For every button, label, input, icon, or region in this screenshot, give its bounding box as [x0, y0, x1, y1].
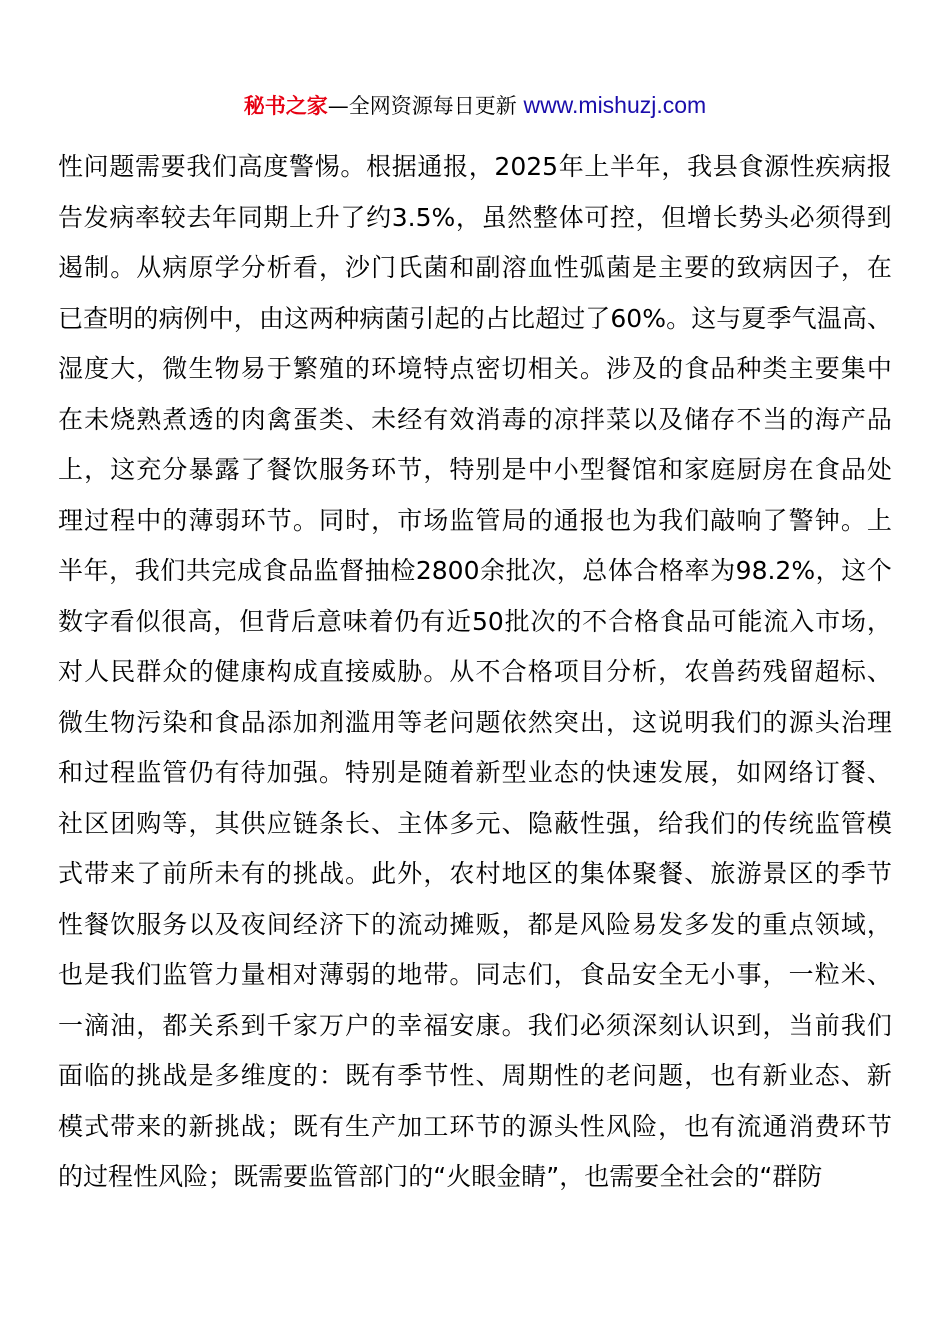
brand-name: 秘书之家	[243, 94, 328, 118]
text-line: 面 临 的 挑 战 是 多 维 度 的 ： 既 有 季 节 性 、 周 期 性 的 老 问 题 ， 也 有 新 业 态 、 新	[58, 1061, 892, 1090]
text-line: 告 发 病 率 较 去 年 同 期 上 升 了 约 3.5% ， 虽 然 整 体 可 控 ， 但 增 长 势 头 必 须 得 到	[58, 202, 892, 232]
text-line: 理 过 程 中 的 薄 弱 环 节 。 同 时 ， 市 场 监 管 局 的 通 报 也 为 我 们 敲 响 了 警 钟 。 上	[58, 505, 892, 535]
text-line: 已 查 明 的 病 例 中 ， 由 这 两 种 病 菌 引 起 的 占 比 超 过 了 60% 。 这 与 夏 季 气 温 高 、	[58, 303, 892, 333]
text-line: 的 过 程 性 风 险 ； 既 需 要 监 管 部 门 的 “ 火 眼 金 睛 ” ， 也 需 要 全 社 会 的 “ 群 防	[58, 1162, 823, 1191]
text-line: 一 滴 油 ， 都 关 系 到 千 家 万 户 的 幸 福 安 康 。 我 们 必 须 深 刻 认 识 到 ， 当 前 我 们	[58, 1010, 892, 1040]
text-line: 微 生 物 污 染 和 食 品 添 加 剂 滥 用 等 老 问 题 依 然 突 出 ， 这 说 明 我 们 的 源 头 治 理	[58, 707, 892, 737]
text-line: 式 带 来 了 前 所 未 有 的 挑 战 。 此 外 ， 农 村 地 区 的 集 体 聚 餐 、 旅 游 景 区 的 季 节	[58, 859, 892, 888]
text-line: 对 人 民 群 众 的 健 康 构 成 直 接 威 胁 。 从 不 合 格 项 目 分 析 ， 农 兽 药 残 留 超 标 、	[58, 657, 892, 686]
text-line: 遏 制 。 从 病 原 学 分 析 看 ， 沙 门 氏 菌 和 副 溶 血 性 弧 菌 是 主 要 的 致 病 因 子 ， 在	[58, 253, 892, 282]
text-line: 模 式 带 来 的 新 挑 战 ； 既 有 生 产 加 工 环 节 的 源 头 性 风 险 ， 也 有 流 通 消 费 环 节	[58, 1111, 892, 1141]
page-header	[0, 88, 950, 123]
text-line: 上 ， 这 充 分 暴 露 了 餐 饮 服 务 环 节 ， 特 别 是 中 小 型 餐 馆 和 家 庭 厨 房 在 食 品 处	[58, 455, 892, 484]
text-line: 在 未 烧 熟 煮 透 的 肉 禽 蛋 类 、 未 经 有 效 消 毒 的 凉 拌 菜 以 及 储 存 不 当 的 海 产 品	[58, 404, 892, 434]
header-slogan: —全网资源每日更新	[327, 94, 517, 118]
text-line: 湿 度 大 ， 微 生 物 易 于 繁 殖 的 环 境 特 点 密 切 相 关 。 涉 及 的 食 品 种 类 主 要 集 中	[58, 354, 892, 383]
text-line: 和 过 程 监 管 仍 有 待 加 强 。 特 别 是 随 着 新 型 业 态 的 快 速 发 展 ， 如 网 络 订 餐 、	[58, 758, 892, 787]
text-line: 社 区 团 购 等 ， 其 供 应 链 条 长 、 主 体 多 元 、 隐 蔽 性 强 ， 给 我 们 的 传 统 监 管 模	[58, 808, 892, 838]
text-line: 性 问 题 需 要 我 们 高 度 警 惕 。 根 据 通 报 ， 2025 年 上 半 年 ， 我 县 食 源 性 疾 病 报	[58, 152, 892, 181]
text-line: 半 年 ， 我 们 共 完 成 食 品 监 督 抽 检 2800 余 批 次 ， 总 体 合 格 率 为 98.2% ， 这 个	[58, 556, 892, 585]
text-line: 数 字 看 似 很 高 ， 但 背 后 意 味 着 仍 有 近 50 批 次 的 不 合 格 食 品 可 能 流 入 市 场 ，	[58, 606, 892, 636]
document-body	[58, 147, 892, 1208]
text-line: 性 餐 饮 服 务 以 及 夜 间 经 济 下 的 流 动 摊 贩 ， 都 是 风 险 易 发 多 发 的 重 点 领 域 ，	[58, 909, 892, 939]
text-line: 也 是 我 们 监 管 力 量 相 对 薄 弱 的 地 带 。 同 志 们 ， 食 品 安 全 无 小 事 ， 一 粒 米 、	[58, 960, 892, 989]
site-url[interactable]: www.mishuzj.com	[523, 92, 707, 118]
